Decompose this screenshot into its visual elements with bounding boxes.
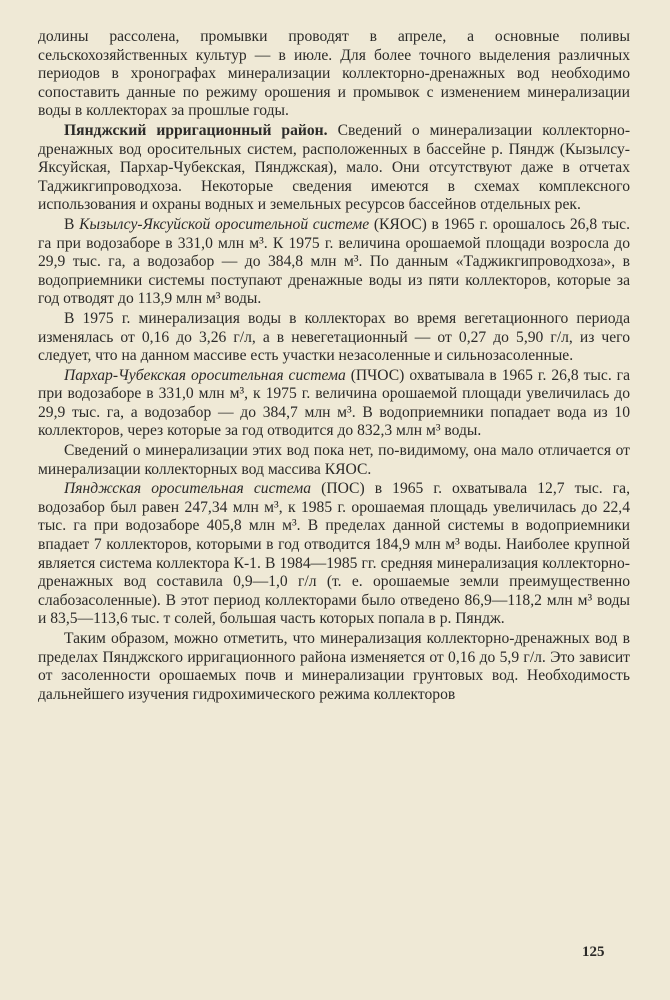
paragraph-text: В 1975 г. минерализация воды в коллекторах во время вегетационного периода изменялась от 0,16 до 3,26 г/л, а в невегетационный — от 0,27 до 5,90 г/л, из чего следует, что на данном массиве есть участки незасоленные и сильнозасоленные. — [38, 309, 630, 365]
paragraph-text: (КЯОС) в 1965 г. орошалось 26,8 тыс. га при водозаборе в 331,0 млн м³. К 1975 г. величина орошаемой площади возросла до 29,9 тыс. га, а водозабор — до 384,8 млн м³. По данным «Таджикгипроводхоза», в водоприемники системы поступают дренажные воды из пяти коллекторов, которые за год отводят до 113,9 млн м³ воды. — [38, 215, 630, 308]
paragraph-text: долины рассолена, промывки проводят в апреле, а основные поливы сельскохозяйственных культур — в июле. Для более точного выделения различных периодов в хронографах минерализации коллекторно-дренажных вод необходимо сопоставить данные по режиму орошения и промывок с изменением минерализации воды в коллекторах за прошлые годы. — [38, 28, 630, 120]
paragraph-kyaos — [38, 216, 630, 309]
paragraph-text: Сведений о минерализации этих вод пока нет, по-видимому, она мало отличается от минерализации коллекторных вод массива КЯОС. — [38, 442, 630, 478]
paragraph-text: (ПЧОС) охватывала в 1965 г. 26,8 тыс. га при водозаборе в 331,0 млн м³, к 1975 г. величина орошаемой площади увеличилась до 29,9 тыс. га, а водозабор — до 384,7 млн м³. В водоприемники попадает вода из 10 коллекторов, через которые за год отводится до 832,3 млн м³ воды. — [38, 366, 631, 440]
paragraph-mineralization-1975 — [38, 310, 630, 366]
page-number: 125 — [582, 944, 605, 960]
paragraph-conclusion — [38, 630, 630, 704]
system-name-italic: Пянджская оросительная система — [64, 480, 312, 498]
paragraph-irrigation-periods — [38, 28, 630, 121]
section-heading: Пянджский ирригационный район. — [64, 121, 328, 139]
system-name-italic: Пархар-Чубекская оросительная система — [64, 366, 346, 384]
paragraph-pchos — [38, 367, 630, 441]
paragraph-pos — [38, 480, 630, 629]
paragraph-text: Таким образом, можно отметить, что минерализация коллекторно-дренажных вод в пределах Пянджского ирригационного района изменяется от 0,16 до 5,9 г/л. Это зависит от засоленности орошаемых почв и минерализации грунтовых вод. Необходимость дальнейшего изучения гидрохимического режима коллекторов — [38, 630, 630, 703]
paragraph-pyanj-district — [38, 122, 630, 215]
paragraph-text: (ПОС) в 1965 г. охватывала 12,7 тыс. га, водозабор был равен 247,34 млн м³, к 1985 г. орошаемая площадь увеличилась до 22,4 тыс. га при водозаборе 405,8 млн м³. В пределах данной системы в водоприемники впадает 7 коллекторов, которыми в год отводится 184,9 млн м³ воды. Наиболее крупной является система коллектора К-1. В 1984—1985 гг. средняя минерализация коллекторно-дренажных вод составила 0,9—1,0 г/л (т. е. орошаемые земли преимущественно слабозасоленные). В этот период коллекторами было отведено 86,9—118,2 млн м³ воды и 83,5—113,6 тыс. т солей, большая часть которых попала в р. Пяндж. — [38, 480, 631, 628]
paragraph-prefix: В — [64, 215, 80, 233]
system-name-italic: Кызылсу-Яксуйской оросительной системе — [79, 215, 370, 233]
paragraph-text: Сведений о минерализации коллекторно-дренажных вод оросительных систем, расположенных в бассейне р. Пяндж (Кызылсу-Яксуйская, Пархар-Чубекская, Пянджская), мало. Они отсутствуют даже в отчетах Таджикгипроводхоза. Некоторые сведения имеются в схемах комплексного использования и охраны водных и земельных ресурсов бассейнов отдельных рек. — [38, 121, 631, 214]
paragraph-no-data — [38, 442, 630, 479]
